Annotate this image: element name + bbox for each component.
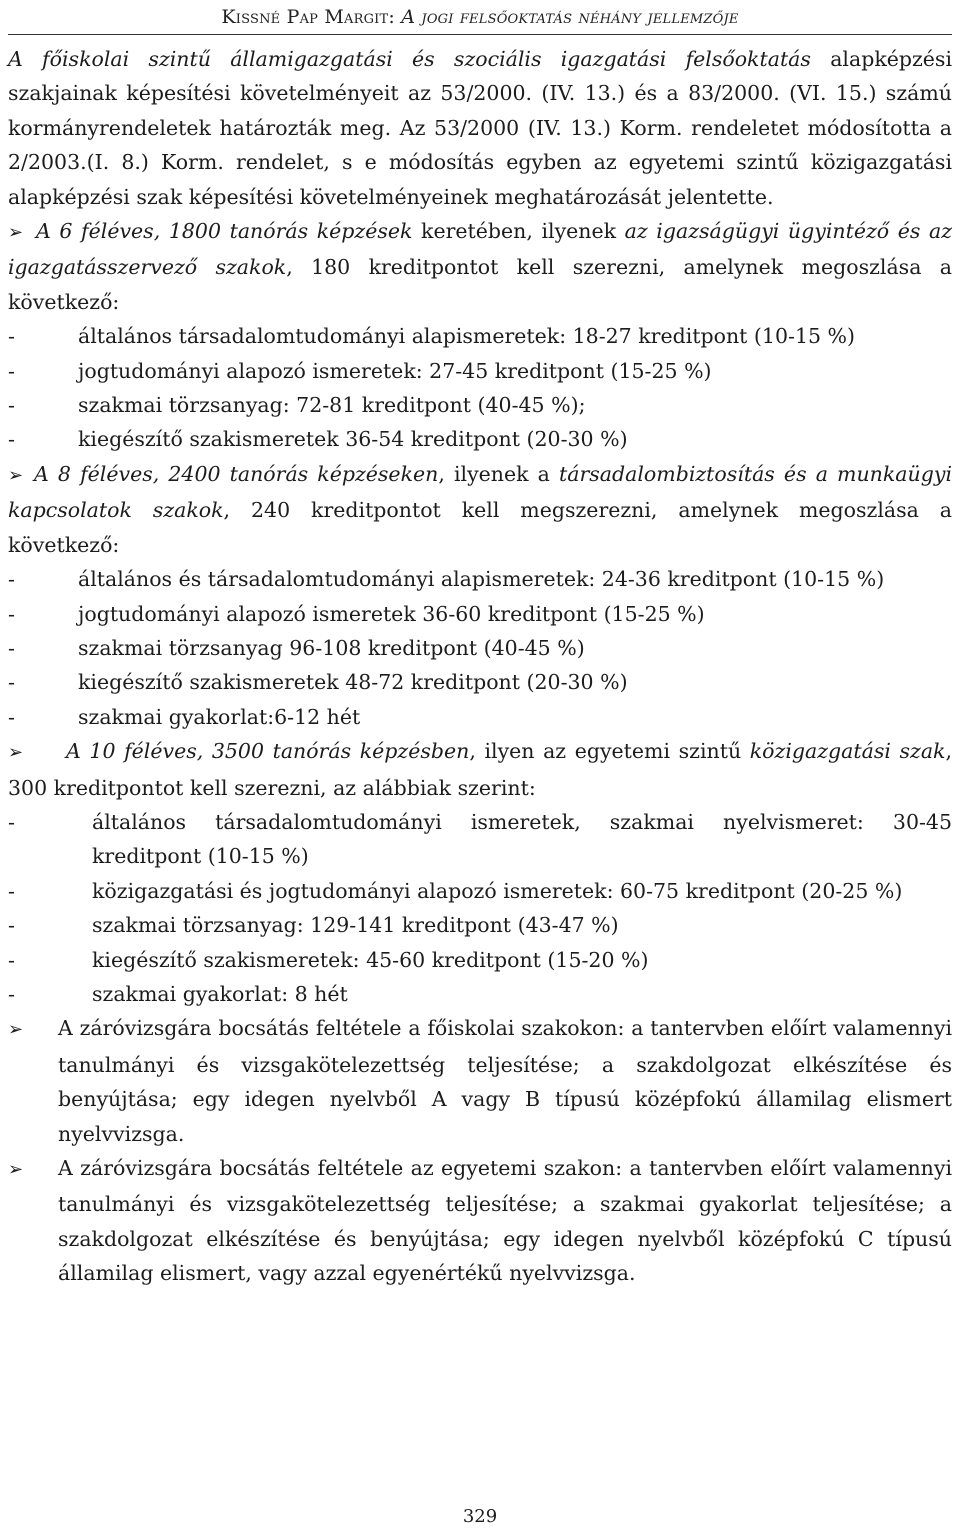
dash-bullet: - — [8, 324, 15, 349]
final-exam-college — [8, 1011, 952, 1151]
dash-bullet: - — [8, 670, 15, 695]
section-lead: A 8 féléves, 2400 tanórás képzéseken — [34, 461, 439, 486]
final-exam-college-text: A záróvizsgára bocsátás feltétele a főiskolai szakokon: a tantervben előírt valamennyi tanulmányi és vizsgakötelezettség teljesítése; a szakdolgozat elkészítése és benyújtása; egy idegen nyelvből A vagy B típusú középfokú államilag elismert nyelvvizsga. — [58, 1016, 952, 1146]
section-lead: A 6 féléves, 1800 tanórás képzések — [36, 219, 413, 244]
dash-bullet: - — [8, 947, 15, 972]
section-specializations: közigazgatási szak — [749, 739, 946, 764]
dash-bullet: - — [8, 393, 15, 418]
running-header — [8, 2, 952, 35]
list-item: - kiegészítő szakismeretek 48-72 kreditpont (20-30 %) — [8, 665, 952, 699]
intro-italic-lead: A főiskolai szintű államigazgatási és szociális igazgatási felsőoktatás — [8, 47, 811, 71]
list-item: - általános társadalomtudományi ismeretek, szakmai nyelvismeret: 30-45 kreditpont (10-15 %) — [8, 805, 952, 874]
list-item: - szakmai törzsanyag 96-108 kreditpont (40-45 %) — [8, 631, 952, 665]
arrow-bullet-icon: ➢ — [8, 742, 24, 764]
section-specializations: társadalombiztosítás és a munkaügyi kapcsolatok szakok — [8, 461, 952, 523]
section-8-semester — [8, 457, 952, 562]
page-number: 329 — [462, 1506, 498, 1527]
intro-paragraph — [8, 42, 952, 214]
list-item: - szakmai törzsanyag: 129-141 kreditpont (43-47 %) — [8, 908, 952, 942]
header-author: Kissné Pap Margit: — [221, 6, 395, 28]
dash-bullet: - — [8, 358, 15, 383]
list-item: - jogtudományi alapozó ismeretek 36-60 kreditpont (15-25 %) — [8, 597, 952, 631]
section-tail: , 300 kreditpontot kell szerezni, az alábbiak szerint: — [8, 739, 952, 800]
dash-bullet: - — [8, 913, 15, 938]
list-item: - általános és társadalomtudományi alapismeretek: 24-36 kreditpont (10-15 %) — [8, 562, 952, 596]
dash-bullet: - — [8, 635, 15, 660]
dash-bullet: - — [8, 567, 15, 592]
section-6-semester — [8, 214, 952, 319]
list-item: - szakmai törzsanyag: 72-81 kreditpont (40-45 %); — [8, 388, 952, 422]
section-lead: A 10 féléves, 3500 tanórás képzésben — [66, 739, 470, 764]
intro-rest: alapképzési szakjainak képesítési követelményeit az 53/2000. (IV. 13.) és a 83/2000. (VI. 15.) számú kormányrendeletek határozták meg. Az 53/2000 (IV. 13.) Korm. rendeletet módosította a 2/2003.(I. 8.) Korm. rendelet, s e módosítás egyben az egyetemi szintű közigazgatási alapképzési szak képesítési követelményeinek meghatározását jelentette. — [8, 47, 953, 209]
section-mid: , ilyenek a — [438, 461, 560, 486]
section-tail: , 180 kreditpontot kell szerezni, amelynek megoszlása a következő: — [8, 255, 952, 314]
credit-list-10-semester — [8, 805, 952, 1011]
dash-bullet: - — [8, 601, 15, 626]
list-item: - kiegészítő szakismeretek 36-54 kreditpont (20-30 %) — [8, 422, 952, 456]
credit-list-8-semester — [8, 562, 952, 734]
arrow-bullet-icon: ➢ — [8, 1159, 24, 1180]
arrow-bullet-icon: ➢ — [8, 222, 24, 244]
dash-bullet: - — [8, 981, 15, 1006]
header-title: A jogi felsőoktatás néhány jellemzője — [401, 6, 739, 28]
list-item: - kiegészítő szakismeretek: 45-60 kreditpont (15-20 %) — [8, 943, 952, 977]
body-text — [8, 42, 952, 1291]
arrow-bullet-icon: ➢ — [8, 464, 24, 486]
arrow-bullet-icon: ➢ — [8, 1019, 24, 1041]
dash-bullet: - — [8, 427, 15, 452]
section-specializations: az igazságügyi ügyintéző és az igazgatásszervező szakok — [8, 219, 952, 280]
final-exam-university — [8, 1151, 952, 1291]
list-item: - szakmai gyakorlat:6-12 hét — [8, 700, 952, 734]
dash-bullet: - — [8, 878, 15, 903]
section-tail: , 240 kreditpontot kell megszerezni, amelynek megoszlása a következő: — [8, 498, 952, 557]
dash-bullet: - — [8, 704, 15, 729]
list-item: - jogtudományi alapozó ismeretek: 27-45 kreditpont (15-25 %) — [8, 354, 952, 388]
list-item: - közigazgatási és jogtudományi alapozó ismeretek: 60-75 kreditpont (20-25 %) — [8, 874, 952, 908]
dash-bullet: - — [8, 809, 15, 834]
section-mid: , ilyen az egyetemi szintű — [469, 739, 750, 764]
list-item: - szakmai gyakorlat: 8 hét — [8, 977, 952, 1011]
section-mid: keretében, ilyenek — [412, 219, 625, 244]
final-exam-university-text: A záróvizsgára bocsátás feltétele az egyetemi szakon: a tantervben előírt valamennyi tanulmányi és vizsgakötelezettség teljesítése; a szakmai gyakorlat teljesítése; a szakdolgozat elkészítése és benyújtása; egy idegen nyelvből középfokú C típusú államilag elismert, vagy azzal egyenértékű nyelvvizsga. — [58, 1156, 952, 1286]
section-10-semester — [8, 734, 952, 805]
list-item: - általános társadalomtudományi alapismeretek: 18-27 kreditpont (10-15 %) — [8, 319, 952, 353]
credit-list-6-semester — [8, 319, 952, 457]
